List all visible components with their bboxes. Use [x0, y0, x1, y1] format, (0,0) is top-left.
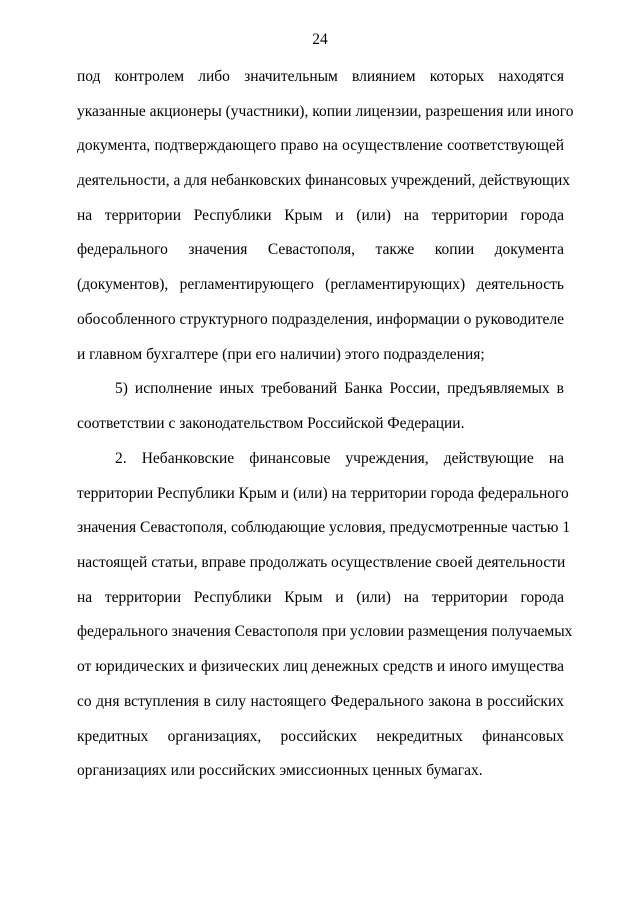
text-line: обособленного структурного подразделения, информации о руководителе	[77, 310, 565, 328]
text-line: соответствии с законодательством Российской Федерации.	[77, 414, 465, 432]
text-line: от юридических и физических лиц денежных средств и иного имущества	[77, 658, 564, 676]
text-line: под контролем либо значительным влиянием которых находятся	[77, 68, 564, 85]
text-line: на территории Республики Крым и (или) на территории города	[77, 206, 564, 224]
text-line: федерального значения Севастополя, также копии документа	[77, 241, 564, 259]
text-line: и главном бухгалтере (при его наличии) этого подразделения;	[77, 345, 485, 363]
text-line: 5) исполнение иных требований Банка России, предъявляемых в	[115, 380, 564, 397]
text-line: (документов), регламентирующего (регламентирующих) деятельность	[77, 276, 564, 294]
text-line: кредитных организациях, российских некредитных финансовых	[77, 727, 564, 745]
paragraph-item-2	[77, 442, 573, 789]
text-line: на территории Республики Крым и (или) на территории города	[77, 588, 564, 606]
paragraph-1	[77, 60, 574, 372]
text-line: деятельности, а для небанковских финансовых учреждений, действующих	[77, 172, 571, 190]
text-line: организациях или российских эмиссионных ценных бумагах.	[77, 762, 483, 780]
text-line: значения Севастополя, соблюдающие условия, предусмотренные частью 1	[77, 519, 571, 537]
text-line: указанные акционеры (участники), копии лицензии, разрешения или иного	[77, 102, 574, 120]
text-line: 2. Небанковские финансовые учреждения, действующие на	[115, 450, 564, 467]
text-line: настоящей статьи, вправе продолжать осуществление своей деятельности	[77, 554, 566, 572]
page-number: 24	[312, 31, 328, 48]
text-line: со дня вступления в силу настоящего Федерального закона в российских	[77, 692, 564, 710]
text-line: документа, подтверждающего право на осуществление соответствующей	[77, 137, 564, 155]
text-line: федерального значения Севастополя при условии размещения получаемых	[77, 623, 573, 641]
text-line: территории Республики Крым и (или) на территории города федерального	[77, 484, 569, 502]
paragraph-item-5	[77, 372, 564, 441]
